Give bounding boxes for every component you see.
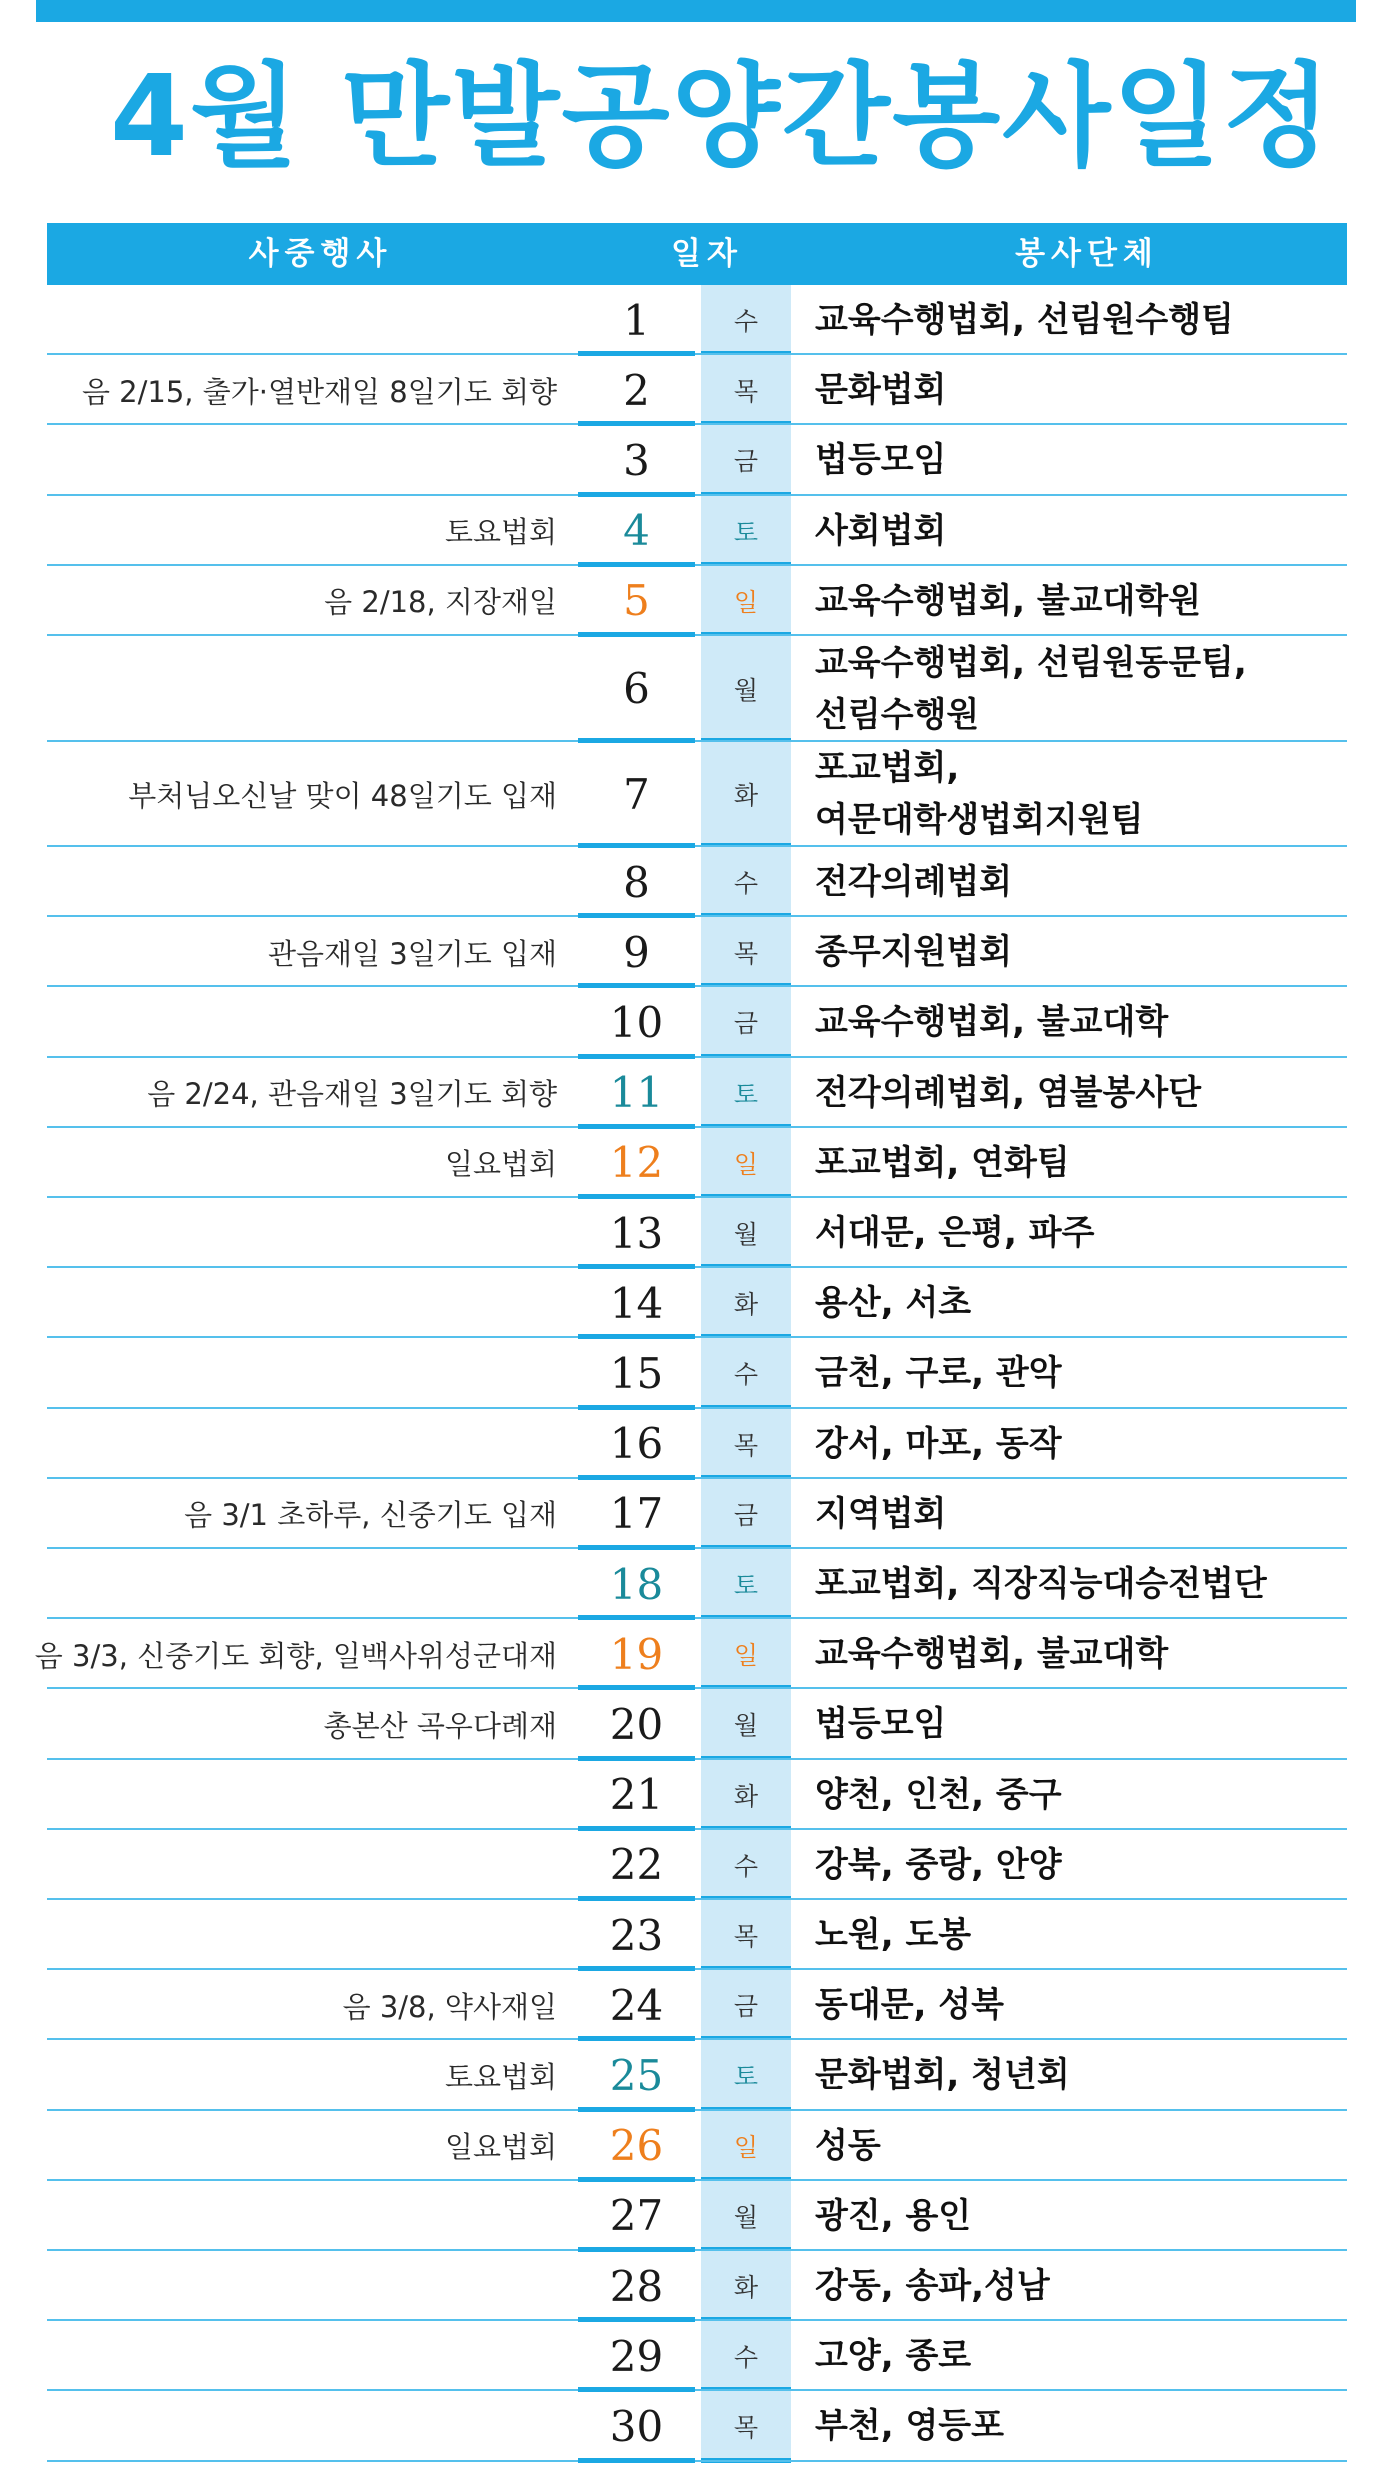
weekday-cell: 월 [733, 1711, 759, 1741]
org-cell: 법등모임 [815, 440, 947, 481]
weekday-cell: 화 [733, 1781, 759, 1811]
event-cell: 토요법회 [444, 2059, 557, 2094]
page-title: 4월 만발공양간봉사일정 [110, 52, 1333, 182]
date-cell: 1 [623, 295, 650, 345]
org-cell: 문화법회, 청년회 [815, 2055, 1070, 2096]
weekday-cell: 수 [733, 1360, 759, 1390]
weekday-cell: 목 [733, 1922, 759, 1952]
date-cell: 20 [609, 1699, 664, 1749]
org-cell: 동대문, 성북 [815, 1985, 1004, 2026]
table-row [0, 1198, 1394, 1268]
table-row [0, 1128, 1394, 1198]
table-row [0, 1830, 1394, 1900]
org-cell: 사회법회 [815, 510, 947, 551]
weekday-cell: 목 [733, 377, 759, 407]
date-cell: 27 [609, 2191, 664, 2241]
table-row [0, 2181, 1394, 2251]
weekday-cell: 일 [733, 1641, 759, 1671]
org-cell: 노원, 도봉 [815, 1915, 972, 1956]
weekday-cell: 수 [733, 1851, 759, 1881]
event-cell: 부처님오신날 맞이 48일기도 입재 [128, 778, 557, 813]
org-cell: 포교법회, 직장직능대승전법단 [815, 1564, 1267, 1605]
weekday-cell: 수 [733, 307, 759, 337]
date-cell: 16 [609, 1419, 664, 1469]
org-cell: 교육수행법회, 불교대학 [815, 1002, 1169, 1043]
weekday-cell: 수 [733, 869, 759, 899]
weekday-cell: 월 [733, 2202, 759, 2232]
org-cell: 법등모임 [815, 1704, 947, 1745]
org-cell: 양천, 인천, 중구 [815, 1774, 1062, 1815]
table-row [0, 987, 1394, 1057]
date-cell: 17 [609, 1489, 664, 1539]
table-row [0, 2391, 1394, 2461]
weekday-cell: 목 [733, 2413, 759, 2443]
org-cell: 교육수행법회, 선림원동문팀, 선림수행원 [815, 642, 1247, 735]
weekday-cell: 일 [733, 587, 759, 617]
org-cell: 강서, 마포, 동작 [815, 1423, 1062, 1464]
table-row [0, 1619, 1394, 1689]
table-row [0, 425, 1394, 495]
table-row [0, 1760, 1394, 1830]
table-row [0, 496, 1394, 566]
table-row [0, 1970, 1394, 2040]
date-cell: 24 [609, 1980, 664, 2030]
table-row [0, 2251, 1394, 2321]
date-cell: 30 [609, 2401, 664, 2451]
weekday-cell: 월 [733, 675, 759, 705]
org-cell: 강동, 송파,성남 [815, 2266, 1050, 2307]
org-cell: 전각의례법회, 염불봉사단 [815, 1072, 1202, 1113]
table-row [0, 1479, 1394, 1549]
weekday-cell: 금 [733, 447, 759, 477]
date-cell: 10 [609, 997, 664, 1047]
date-cell: 8 [623, 857, 650, 907]
event-cell: 음 3/3, 신중기도 회향, 일백사위성군대재 [34, 1638, 557, 1673]
date-cell: 18 [609, 1559, 664, 1609]
org-cell: 서대문, 은평, 파주 [815, 1213, 1095, 1254]
date-cell: 4 [623, 506, 650, 556]
org-cell: 문화법회 [815, 370, 947, 411]
weekday-cell: 일 [733, 1149, 759, 1179]
weekday-cell: 토 [733, 1571, 759, 1601]
header-date: 일자 [671, 236, 743, 272]
weekday-cell: 화 [733, 781, 759, 811]
weekday-cell: 금 [733, 1009, 759, 1039]
table-row [0, 2040, 1394, 2110]
date-cell: 29 [609, 2331, 664, 2381]
org-cell: 교육수행법회, 불교대학 [815, 1634, 1169, 1675]
org-cell: 부천, 영등포 [815, 2406, 1004, 2447]
event-cell: 음 2/18, 지장재일 [324, 585, 557, 620]
event-cell: 토요법회 [444, 515, 557, 550]
table-header [47, 223, 1347, 285]
table-row [0, 1268, 1394, 1338]
org-cell: 금천, 구로, 관악 [815, 1353, 1062, 1394]
org-cell: 고양, 종로 [815, 2336, 972, 2377]
weekday-cell: 금 [733, 1992, 759, 2022]
event-cell: 음 3/1 초하루, 신중기도 입재 [184, 1498, 557, 1533]
table-row [0, 566, 1394, 636]
date-cell: 2 [623, 365, 650, 415]
top-accent-bar [36, 0, 1356, 22]
table-row [0, 1549, 1394, 1619]
date-cell: 15 [609, 1348, 664, 1398]
weekday-cell: 목 [733, 939, 759, 969]
table-row [0, 355, 1394, 425]
weekday-cell: 토 [733, 2062, 759, 2092]
date-cell: 19 [609, 1629, 664, 1679]
table-row [0, 1058, 1394, 1128]
org-cell: 포교법회, 연화팀 [815, 1142, 1070, 1183]
date-cell: 11 [609, 1068, 664, 1118]
date-cell: 26 [609, 2121, 664, 2171]
date-cell: 21 [609, 1770, 664, 1820]
event-cell: 일요법회 [444, 1147, 557, 1182]
org-cell: 교육수행법회, 선림원수행팀 [815, 300, 1234, 341]
table-row [0, 2321, 1394, 2391]
org-cell: 전각의례법회 [815, 862, 1013, 903]
event-cell: 일요법회 [444, 2130, 557, 2165]
weekday-cell: 일 [733, 2132, 759, 2162]
event-cell: 관음재일 3일기도 입재 [267, 936, 557, 971]
weekday-cell: 목 [733, 1430, 759, 1460]
org-cell: 종무지원법회 [815, 932, 1013, 973]
weekday-cell: 토 [733, 517, 759, 547]
date-cell: 25 [609, 2050, 664, 2100]
date-cell: 6 [623, 664, 650, 714]
table-row [0, 847, 1394, 917]
table-row [0, 1409, 1394, 1479]
table-row [0, 285, 1394, 355]
org-cell: 지역법회 [815, 1493, 947, 1534]
weekday-cell: 화 [733, 2273, 759, 2303]
date-cell: 23 [609, 1910, 664, 1960]
table-row [0, 2111, 1394, 2181]
table-row [0, 1900, 1394, 1970]
event-cell: 총본산 곡우다례재 [323, 1708, 557, 1743]
date-cell: 13 [609, 1208, 664, 1258]
table-row [0, 636, 1394, 742]
header-event: 사중행사 [248, 236, 393, 272]
table-row [0, 742, 1394, 848]
weekday-cell: 토 [733, 1079, 759, 1109]
date-cell: 5 [623, 576, 650, 626]
date-cell: 3 [623, 435, 650, 485]
date-cell: 14 [609, 1278, 664, 1328]
table-row [0, 1338, 1394, 1408]
weekday-cell: 월 [733, 1220, 759, 1250]
org-cell: 포교법회, 여문대학생법회지원팀 [815, 748, 1144, 841]
date-cell: 7 [623, 769, 650, 819]
weekday-cell: 수 [733, 2343, 759, 2373]
org-cell: 강북, 중랑, 안양 [815, 1844, 1062, 1885]
org-cell: 성동 [815, 2125, 881, 2166]
header-org: 봉사단체 [1015, 236, 1159, 272]
weekday-cell: 화 [733, 1290, 759, 1320]
event-cell: 음 3/8, 약사재일 [342, 1989, 557, 2024]
event-cell: 음 2/24, 관음재일 3일기도 회향 [147, 1077, 557, 1112]
org-cell: 교육수행법회, 불교대학원 [815, 580, 1202, 621]
org-cell: 용산, 서초 [815, 1283, 972, 1324]
date-cell: 9 [623, 927, 650, 977]
date-cell: 12 [609, 1138, 664, 1188]
date-cell: 22 [609, 1840, 664, 1890]
table-row [0, 1689, 1394, 1759]
table-row [0, 917, 1394, 987]
weekday-cell: 금 [733, 1500, 759, 1530]
date-cell: 28 [609, 2261, 664, 2311]
org-cell: 광진, 용인 [815, 2195, 972, 2236]
event-cell: 음 2/15, 출가·열반재일 8일기도 회향 [81, 374, 557, 409]
